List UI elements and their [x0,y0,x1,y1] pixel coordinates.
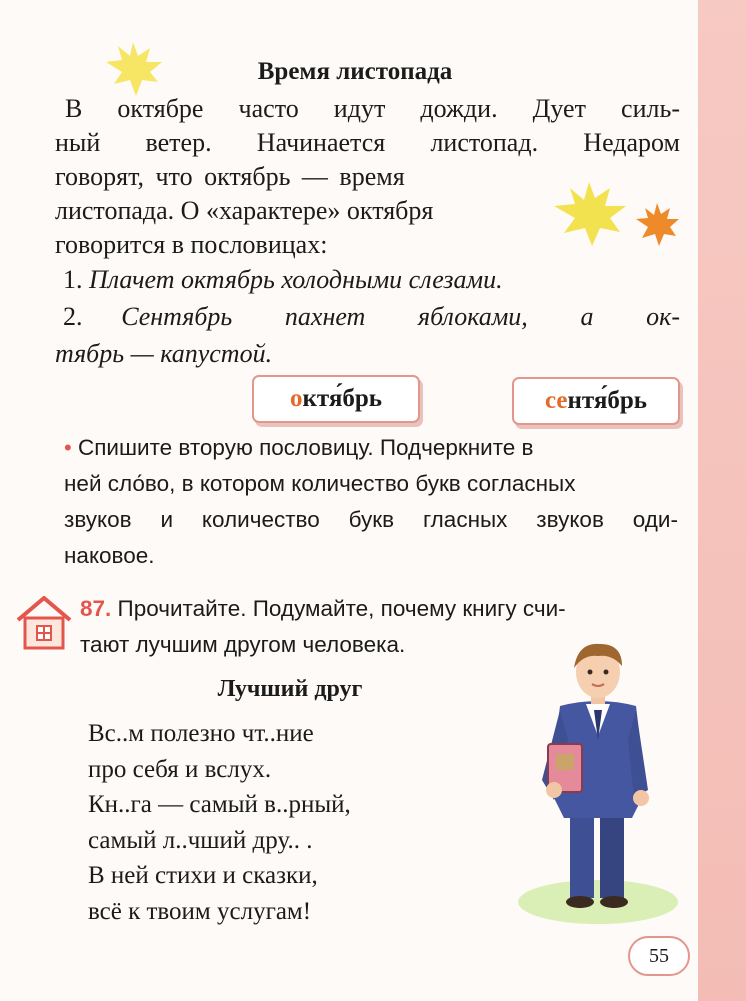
poem-title: Лучший друг [217,676,363,702]
word-rest: ктя́брь [302,385,382,412]
proverb-item [55,261,680,298]
maple-leaf-icon [100,38,166,100]
home-task-icon [14,594,74,652]
highlighted-letter: о [289,385,303,412]
proverb-text: Плачет октябрь холодными слезами. [89,265,503,294]
poem-line: Кн..га — самый в..рный, [88,791,351,818]
exercise-line: 87. Прочитайте. Подумайте, почему книгу счи- [80,596,566,621]
proverb-text: Сентябрь пахнет яблоками, а ок- [121,302,680,331]
paragraph-line: ный ветер. Начинается листопад. Недаром [55,128,680,157]
task-instruction [64,430,678,574]
word-rest: нтя́брь [567,387,647,414]
exercise-number: 87. [80,596,112,621]
poem [88,716,508,929]
poem-line: самый л..чший дру.. . [88,826,313,854]
proverb-text: тябрь — капустой. [55,339,273,368]
proverb-item [55,298,680,335]
highlighted-letter: се [544,387,568,414]
poem-line: Вс..м полезно чт..ние [88,720,314,747]
article-paragraph [55,92,680,262]
paragraph-line: листопада. О «характере» октября [55,196,434,225]
poem-line: про себя и вслух. [88,755,272,783]
paragraph-line: говорится в пословицах: [55,230,328,259]
poem-line: всё к твоим услугам! [88,897,312,925]
bullet-icon: • [64,435,72,460]
proverb-number: 1. [63,265,83,294]
word-card-september [512,377,680,425]
boy-with-book-illustration [508,640,688,925]
paragraph-line: говорят, что октябрь — время [55,162,405,191]
task-line: наковое. [64,543,155,568]
task-line: • Спишите вторую пословицу. Подчеркните в [64,435,534,460]
word-card-october [252,375,420,423]
task-line: звуков и количество букв гласных звуков оди- [64,507,678,532]
proverb-list [55,261,680,372]
paragraph-line: В октябре часто идут дожди. Дует силь- [65,94,680,123]
page-number: 55 [628,936,690,976]
page-edge-band [698,0,746,1001]
proverb-number: 2. [63,302,83,331]
proverb-item [55,335,680,372]
exercise-line: тают лучшим другом человека. [80,632,406,657]
article-title: Время листопада [257,58,453,85]
task-line: ней сло́во, в котором количество букв согласных [64,471,576,496]
poem-line: В ней стихи и сказки, [88,862,318,889]
